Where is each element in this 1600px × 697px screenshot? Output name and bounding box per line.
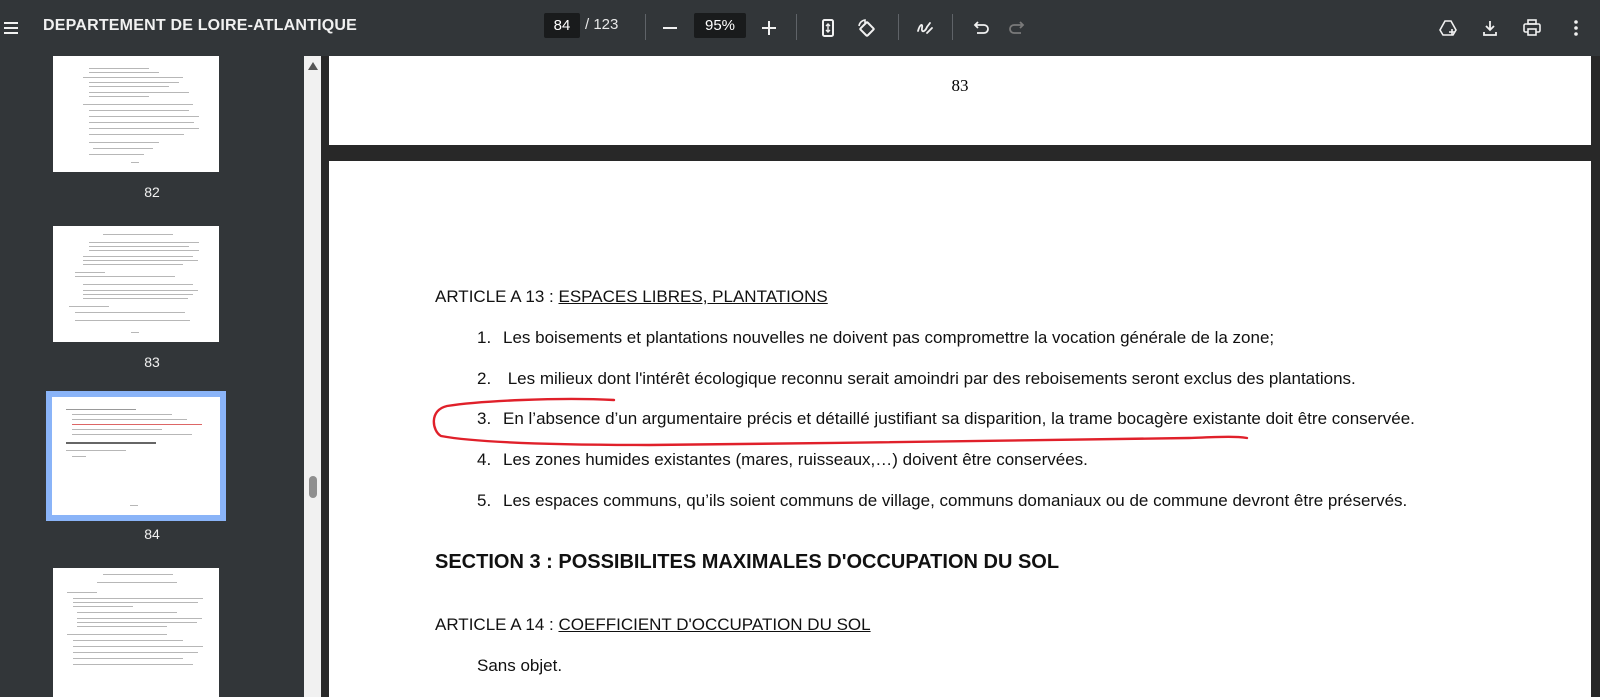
list-item: 3. En l’absence d’un argumentaire précis et détaillé justifiant sa disparition, la trame bocagère existante doit être conservée. [477,409,1415,428]
article-14-title: COEFFICIENT D'OCCUPATION DU SOL [558,615,871,634]
page-number-input[interactable]: 84 [544,13,580,38]
page-footer-number: 83 [951,76,969,95]
zoom-input[interactable]: 95% [694,13,746,38]
print-icon [1522,18,1542,38]
more-options-button[interactable] [1560,12,1592,44]
list-item: 1. Les boisements et plantations nouvelles ne doivent pas compromettre la vocation générale de la zone; [477,328,1275,347]
fit-page-button[interactable] [812,12,844,44]
thumbnail-label: 84 [144,526,160,542]
thumbnail-page-83[interactable] [53,226,219,342]
undo-button[interactable] [964,12,996,44]
zoom-in-button[interactable] [753,12,785,44]
zoom-out-button[interactable] [654,12,686,44]
article-14-heading [435,615,871,635]
drive-add-icon [1438,18,1458,38]
article-13-prefix: ARTICLE A 13 : [435,287,559,306]
list-item: 5. Les espaces communs, qu’ils soient communs de village, communs domaniaux ou de commune devront être préservés. [477,491,1408,510]
download-icon [1480,18,1500,38]
scrollbar-thumb[interactable] [309,476,317,498]
thumbnail-sidebar [0,56,304,697]
fit-page-icon [818,18,838,38]
article-13-heading [435,287,828,307]
list-item: 2. Les milieux dont l'intérêt écologique reconnu serait amoindri par des reboisements seront exclus des plantations. [477,369,1356,388]
undo-icon [970,18,990,38]
draw-button[interactable] [909,12,941,44]
thumbnail-label: 83 [144,354,160,370]
list-item: 4. Les zones humides existantes (mares, ruisseaux,…) doivent être conservées. [477,450,1088,469]
page-84 [329,161,1591,697]
toolbar-divider [952,14,953,40]
redo-icon [1008,18,1028,38]
page-83 [329,56,1591,145]
article-14-prefix: ARTICLE A 14 : [435,615,559,634]
section-3-heading: SECTION 3 : POSSIBILITES MAXIMALES D'OCCUPATION DU SOL [435,551,1060,573]
thumbnail-label: 82 [144,184,160,200]
download-button[interactable] [1474,12,1506,44]
print-button[interactable] [1516,12,1548,44]
sidebar-scrollbar[interactable] [304,56,321,697]
scroll-up-icon[interactable] [308,62,318,70]
save-to-drive-button[interactable] [1432,12,1464,44]
thumbnail-page-82[interactable] [53,56,219,172]
zoom-in-icon [759,18,779,38]
more-vert-icon [1566,18,1586,38]
toolbar-divider [796,14,797,40]
draw-icon [915,18,935,38]
toolbar-divider [898,14,899,40]
document-title: DEPARTEMENT DE LOIRE-ATLANTIQUE [43,17,358,34]
thumbnail-page-85[interactable] [53,568,219,697]
redo-button[interactable] [1002,12,1034,44]
menu-icon[interactable] [0,14,24,42]
thumbnail-page-84-selected[interactable] [46,391,226,521]
rotate-icon [856,18,876,38]
toolbar [0,0,1600,56]
rotate-button[interactable] [850,12,882,44]
toolbar-divider [645,14,646,40]
zoom-out-icon [660,18,680,38]
document-viewer[interactable] [321,56,1600,697]
article-13-title: ESPACES LIBRES, PLANTATIONS [558,287,828,306]
total-pages: / 123 [585,16,619,33]
article-14-body: Sans objet. [477,656,563,675]
